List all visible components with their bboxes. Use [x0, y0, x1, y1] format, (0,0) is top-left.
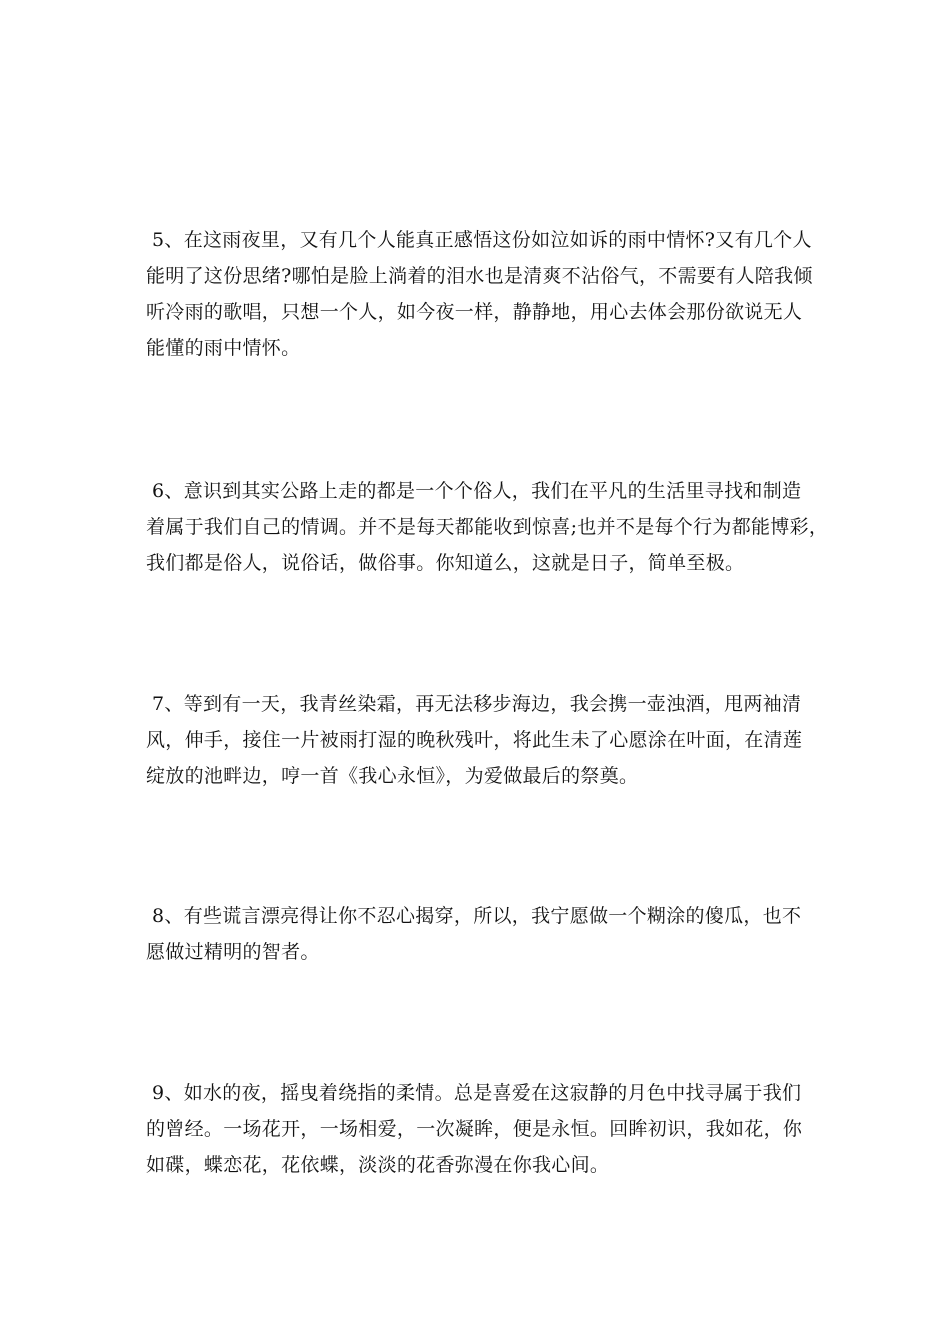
paragraph-line: 能懂的雨中情怀。	[146, 337, 301, 359]
paragraph-line: 7、等到有一天，我青丝染霜，再无法移步海边，我会携一壶浊酒，甩两袖清	[152, 693, 802, 715]
paragraph-5	[146, 222, 826, 366]
paragraph-line: 如碟，蝶恋花，花依蝶，淡淡的花香弥漫在你我心间。	[146, 1154, 610, 1176]
paragraph-line: 听冷雨的歌唱，只想一个人，如今夜一样，静静地，用心去体会那份欲说无人	[146, 301, 803, 323]
paragraph-line: 我们都是俗人，说俗话，做俗事。你知道么，这就是日子，简单至极。	[146, 552, 745, 574]
paragraph-line: 着属于我们自己的情调。并不是每天都能收到惊喜;也并不是每个行为都能博彩，	[146, 516, 829, 538]
paragraph-line: 风，伸手，接住一片被雨打湿的晚秋残叶，将此生未了心愿涂在叶面，在清莲	[146, 729, 803, 751]
paragraph-line: 9、如水的夜，摇曳着绕指的柔情。总是喜爱在这寂静的月色中找寻属于我们	[152, 1082, 802, 1104]
paragraph-line: 愿做过精明的智者。	[146, 941, 320, 963]
paragraph-6	[146, 473, 829, 581]
paragraph-8	[146, 898, 826, 970]
paragraph-line: 的曾经。一场花开，一场相爱，一次凝眸，便是永恒。回眸初识，我如花，你	[146, 1118, 803, 1140]
paragraph-line: 6、意识到其实公路上走的都是一个个俗人，我们在平凡的生活里寻找和制造	[152, 480, 802, 502]
paragraph-line: 5、在这雨夜里，又有几个人能真正感悟这份如泣如诉的雨中情怀?又有几个人	[152, 229, 812, 251]
paragraph-line: 能明了这份思绪?哪怕是脸上淌着的泪水也是清爽不沾俗气，不需要有人陪我倾	[146, 265, 813, 287]
paragraph-line: 绽放的池畔边，哼一首《我心永恒》，为爱做最后的祭奠。	[146, 765, 639, 787]
paragraph-9	[146, 1075, 826, 1183]
paragraph-line: 8、有些谎言漂亮得让你不忍心揭穿，所以，我宁愿做一个糊涂的傻瓜，也不	[152, 905, 802, 927]
paragraph-7	[146, 686, 826, 794]
